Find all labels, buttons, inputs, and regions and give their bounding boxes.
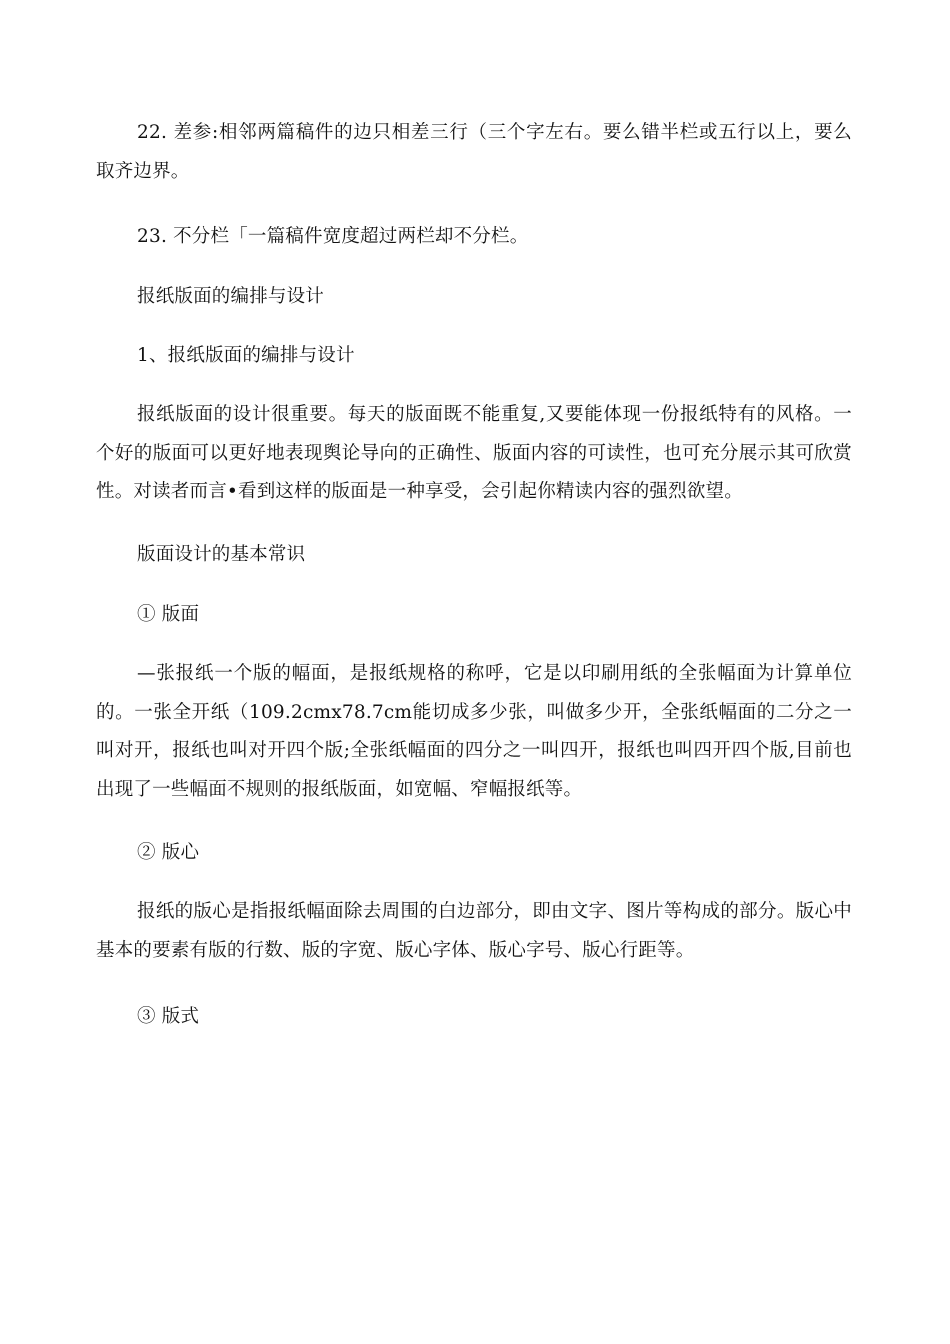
subsection-heading: 1、报纸版面的编排与设计 (137, 345, 355, 366)
numbered-item: ① 版面 (137, 604, 200, 625)
body-paragraph: —张报纸一个版的幅面，是报纸规格的称呼，它是以印刷用纸的全张幅面为计算单位的。一张全开纸（109.2cmx78.7cm能切成多少张，叫做多少开，全张纸幅面的二分之一叫对开，报纸也叫对开四个版;全张纸幅面的四分之一叫四开，报纸也叫四开四个版,目前也出现了一些幅面不规则的报纸版面，如宽幅、窄幅报纸等。 (96, 663, 852, 800)
body-paragraph: 报纸的版心是指报纸幅面除去周围的白边部分，即由文字、图片等构成的部分。版心中基本的要素有版的行数、版的字宽、版心字体、版心字号、版心行距等。 (96, 901, 852, 961)
paragraph-23: 23. 不分栏「一篇稿件宽度超过两栏却不分栏。 (137, 226, 529, 247)
body-paragraph: 报纸版面的设计很重要。每天的版面既不能重复,又要能体现一份报纸特有的风格。一个好的版面可以更好地表现舆论导向的正确性、版面内容的可读性，也可充分展示其可欣赏性。对读者而言•看到这样的版面是一种享受，会引起你精读内容的强烈欲望。 (96, 404, 852, 502)
subsection-heading: 版面设计的基本常识 (137, 544, 306, 565)
paragraph-22: 22. 差参:相邻两篇稿件的边只相差三行（三个字左右。要么错半栏或五行以上，要么取齐边界。 (96, 122, 852, 182)
numbered-item: ③ 版式 (137, 1006, 200, 1027)
section-heading: 报纸版面的编排与设计 (137, 286, 325, 307)
numbered-item: ② 版心 (137, 842, 200, 863)
